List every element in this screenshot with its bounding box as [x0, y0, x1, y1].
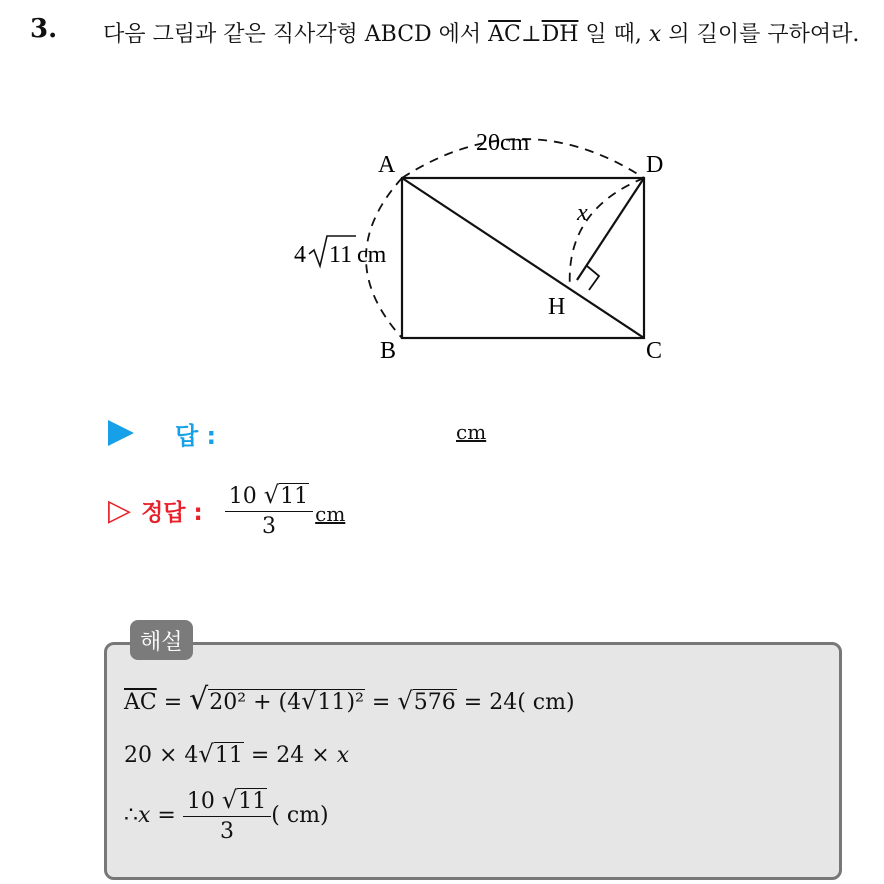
- sol-ac: $\overline{AC}$: [124, 690, 157, 715]
- solution-line-2: 20 × 4√11 = 24 × x: [124, 740, 350, 768]
- segment-dh: $\overline{DH}$: [541, 22, 579, 47]
- answer-label: 답 :: [175, 422, 217, 450]
- question-text-after: 의 길이를 구하여라.: [661, 22, 860, 47]
- sol-l3-eq: =: [150, 802, 183, 828]
- segment-ac: $\overline{AC}$: [488, 22, 521, 47]
- sol-l2-text: 20 × 4: [124, 743, 199, 768]
- diagonal-ac: [402, 178, 644, 338]
- answer-unit: cm: [456, 420, 487, 444]
- sol-l1-eq2: =: [364, 690, 398, 715]
- sol-l2-rest: = 24 ×: [243, 743, 337, 768]
- right-angle-mark: [587, 266, 599, 290]
- solution-tab: 해설: [130, 620, 193, 660]
- correct-unit: cm: [315, 502, 346, 526]
- sol-l1-inner-rad: 11: [317, 690, 346, 715]
- solution-line-3: [124, 786, 329, 844]
- label-d: D: [646, 152, 664, 178]
- correct-num-coef: 10: [228, 484, 257, 509]
- sol-l1-eq1: =: [156, 690, 190, 715]
- label-a: A: [378, 152, 396, 178]
- perp-symbol: ⊥: [520, 22, 542, 47]
- question-text-mid: 일 때,: [578, 22, 649, 47]
- label-c: C: [646, 338, 663, 364]
- label-b: B: [380, 338, 397, 364]
- label-side-radicand: 11: [329, 242, 353, 268]
- sol-l1-rad2: 576: [413, 690, 456, 715]
- sol-l2-rad: 11: [214, 743, 243, 768]
- question-number: 3.: [30, 14, 58, 44]
- label-h: H: [548, 294, 566, 320]
- sol-l3-unit: ( cm): [271, 802, 329, 828]
- answer-arrow-icon: [108, 420, 134, 446]
- solution-line-1: $\overline{AC} = √20^2 + (4√11)^2 = √576 = 24$( cm): [124, 682, 575, 717]
- sol-l1-inner-end: )²: [346, 690, 364, 715]
- variable-x: x: [648, 22, 662, 47]
- correct-fraction: $\frac{10 √11}{3}$: [225, 481, 313, 539]
- label-x: x: [577, 200, 588, 226]
- sol-l3-den: 3: [220, 819, 235, 844]
- correct-num-radicand: 11: [280, 484, 309, 509]
- label-side-coef: 4: [294, 242, 306, 268]
- correct-answer-row: [108, 480, 345, 540]
- correct-arrow-icon: ▷: [108, 492, 132, 528]
- segment-dh-line: [577, 178, 644, 280]
- correct-den: 3: [261, 514, 276, 539]
- sol-l3-fraction: $\frac{10 √11}{3}$: [183, 786, 271, 844]
- label-top-length: 20cm: [476, 130, 530, 156]
- sol-l1-inner: 20² + (4: [209, 690, 302, 715]
- sol-l1-rest: = 24( cm): [456, 690, 575, 715]
- sol-l2-var: x: [336, 743, 350, 768]
- question-text-before: 다음 그림과 같은 직사각형 ABCD 에서: [103, 22, 489, 47]
- sol-l3-var: x: [138, 802, 151, 828]
- correct-label: 정답 :: [141, 499, 203, 526]
- sol-l3-therefore: ∴: [124, 802, 138, 828]
- sol-l3-num-coef: 10: [186, 789, 215, 814]
- label-side-unit: cm: [357, 242, 387, 268]
- sol-l3-num-rad: 11: [238, 789, 267, 814]
- question-text: [103, 16, 873, 54]
- rectangle-figure: [270, 118, 690, 378]
